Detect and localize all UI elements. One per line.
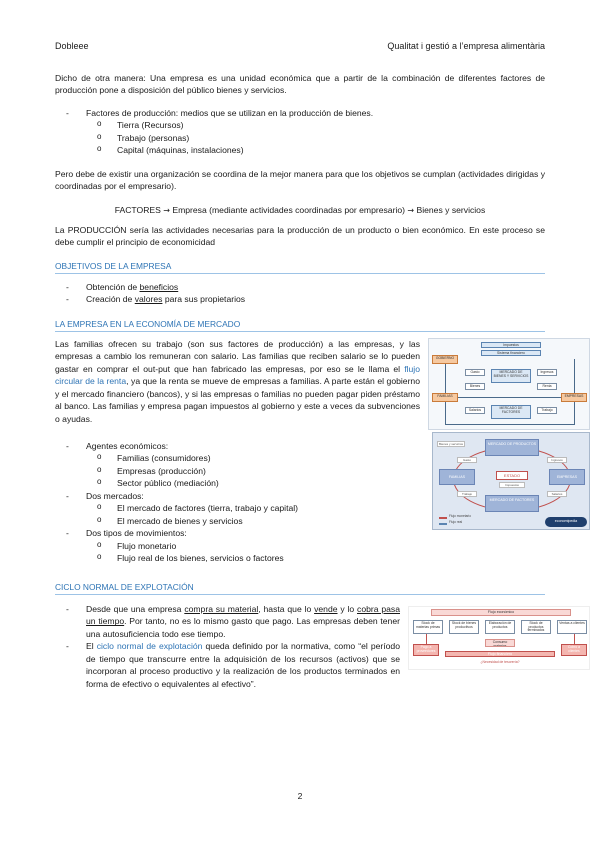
fig1-connector xyxy=(574,402,575,424)
fig3-step: Stock de productos terminados xyxy=(521,620,551,634)
fig3-flujo-financiero: Flujo financiero xyxy=(445,651,555,657)
formula-bienes: Bienes y servicios xyxy=(416,205,486,215)
header-left: Dobleee xyxy=(55,41,89,51)
fig3-consumo: Consumo materias xyxy=(485,639,515,647)
arrow-icon: → xyxy=(163,206,170,215)
ciclo-1-text: , hasta que lo xyxy=(258,604,315,614)
produccion-lead: La PRODUCCIÓN xyxy=(55,225,127,235)
ciclo-diagram xyxy=(408,606,590,670)
objetivo-1-pre: Obtención de xyxy=(86,282,140,292)
formula-factores: FACTORES xyxy=(114,205,161,215)
agente-empresas: o Empresas (producción) xyxy=(55,465,425,477)
fig1-connector xyxy=(445,424,575,425)
fig1-impuestos: Impuestos xyxy=(481,342,541,348)
fig1-empresas: EMPRESAS xyxy=(561,393,587,402)
tipos-item: - Dos tipos de movimientos: xyxy=(55,527,425,539)
fig2-legend-swatch xyxy=(439,523,447,525)
fig1-ingresos: Ingresos xyxy=(537,369,557,376)
estado-diagram xyxy=(432,432,590,530)
mercado-lists xyxy=(55,440,425,565)
fig1-mercado-factores: MERCADO DE FACTORES xyxy=(491,405,531,419)
fig1-connector xyxy=(574,359,575,393)
fig3-step: Ventas a clientes xyxy=(557,620,587,634)
fig2-label: Impuestos xyxy=(499,482,525,488)
mercado-factores: o El mercado de factores (tierra, trabajo y capital) xyxy=(55,502,425,514)
fig3-connector xyxy=(574,634,575,644)
section-title-objetivos: OBJETIVOS DE LA EMPRESA xyxy=(55,260,545,274)
fig3-step: Stock de materias primas xyxy=(413,620,443,634)
fig3-question: ¿Necesidad de tesorería? xyxy=(480,660,520,664)
fig1-mercado-bienes: MERCADO DE BIENES Y SERVICIOS xyxy=(491,369,531,383)
factor-tierra: o Tierra (Recursos) xyxy=(55,119,545,131)
fig2-legend-real: Flujo real xyxy=(449,520,463,524)
flujo-monetario: o Flujo monetario xyxy=(55,540,425,552)
fig2-familias: FAMILIAS xyxy=(439,469,475,485)
fig1-connector xyxy=(458,397,561,398)
produccion-text: sería las actividades necesarias para la producción de un producto o bien económico. En este proceso se debe cumplir el principio de economicidad xyxy=(55,225,545,248)
organization-paragraph: Pero debe de existir una organización se coordina de la mejor manera para que los objetivos se cumplan (actividades dirigidas y coordinadas por el empresario). xyxy=(55,169,545,192)
fig2-label: Gasto xyxy=(457,457,477,463)
ciclo-1-text: . Por tanto, no es lo mismo gasto que pago. Las empresas deben tener una autosuficiencia todo ese tiempo. xyxy=(86,616,400,639)
fig3-pago: Pago a proveedores xyxy=(413,644,439,656)
factores-list xyxy=(55,107,545,157)
objetivo-2-post: para sus propietarios xyxy=(162,294,246,305)
mercado-text-2: , ya que la renta se mueve de empresas a familias. A parte están el gobierno y el mercado financiero (bancos), y si las empresas o familias no pueden pagar piden préstamo al banco. Las familias y empresa pagan impuestos al gobierno y este a veces da subvenciones o ayudas. xyxy=(55,376,420,424)
header-right: Qualitat i gestió a l’empresa alimentària xyxy=(387,41,545,51)
ciclo-normal-link: ciclo normal de explotación xyxy=(96,641,203,652)
economipedia-logo: economipedia xyxy=(545,517,587,527)
objetivo-1-underlined: beneficios xyxy=(139,282,179,292)
flujo-real: o Flujo real de los bienes, servicios o factores xyxy=(55,552,425,564)
fig2-label: Trabajo xyxy=(457,491,477,497)
fig3-flujo-economico: Flujo económico xyxy=(431,609,571,616)
fig2-mercado-factores: MERCADO DE FACTORES xyxy=(485,495,539,512)
flujo-circular-link: flujo circular de la renta xyxy=(55,363,420,387)
ciclo-1-vende: vende xyxy=(314,604,338,614)
arrow-icon: → xyxy=(407,206,415,215)
ciclo-1-text: Desde que una empresa xyxy=(86,604,185,614)
formula-empresa: Empresa (mediante actividades coordinadas por empresario) xyxy=(172,205,405,215)
fig3-cobro: Cobro a clientes xyxy=(561,644,587,656)
ciclo-item-2 xyxy=(55,640,400,690)
fig2-legend-swatch xyxy=(439,517,447,519)
fig1-renta: Renta xyxy=(537,383,557,390)
fig1-salarios: Salarios xyxy=(465,407,485,414)
fig2-legend-monetario: Flujo monetario xyxy=(449,514,471,518)
objetivo-beneficios xyxy=(55,281,545,293)
fig3-connector xyxy=(426,634,427,644)
mercados-item: - Dos mercados: xyxy=(55,490,425,502)
objetivos-list xyxy=(55,281,545,306)
ciclo-list xyxy=(55,603,400,690)
page-number: 2 xyxy=(297,791,303,801)
fig1-gobierno: GOBIERNO xyxy=(432,355,458,364)
factor-trabajo: o Trabajo (personas) xyxy=(55,132,545,144)
mercado-text-1: Las familias ofrecen su trabajo (son sus factores de producción) a las empresas, y las empresas a cambio los remuneran con salario. Las familias que reciben salario se lo pueden gastar en comprar el out-put que han fabricado las empresas, por eso se le llama el xyxy=(55,339,420,374)
ciclo-1-compra: compra su material xyxy=(184,604,259,614)
section-title-ciclo: CICLO NORMAL DE EXPLOTACIÓN xyxy=(55,581,545,595)
section-title-mercado: LA EMPRESA EN LA ECONOMÍA DE MERCADO xyxy=(55,318,545,332)
mercado-paragraph xyxy=(55,338,420,425)
ciclo-item-1 xyxy=(55,603,400,640)
intro-paragraph: Dicho de otra manera: Una empresa es una unidad económica que a partir de la combinación de diferentes factores de producción pone a disposición del público bienes y servicios. xyxy=(55,73,545,96)
factores-formula xyxy=(55,204,545,217)
factores-item: - Factores de producción: medios que se utilizan en la producción de bienes. xyxy=(55,107,545,119)
flujo-circular-diagram xyxy=(428,338,590,430)
fig1-connector xyxy=(445,364,446,393)
agente-familias: o Familias (consumidores) xyxy=(55,452,425,464)
fig3-step: Elaboración de productos xyxy=(485,620,515,634)
fig2-empresas: EMPRESAS xyxy=(549,469,585,485)
agentes-item: - Agentes económicos: xyxy=(55,440,425,452)
fig1-sistema-financiero: Sistema financiero xyxy=(481,350,541,356)
objetivo-2-pre: Creación de xyxy=(86,294,135,305)
mercado-bienes: o El mercado de bienes y servicios xyxy=(55,515,425,527)
fig1-familias: FAMILIAS xyxy=(432,393,458,402)
ciclo-1-cobra: cobra pasa un tiempo xyxy=(86,604,400,627)
fig3-step: Stock de bienes productivos xyxy=(449,620,479,634)
objetivo-2-underlined: valores xyxy=(134,294,163,305)
fig1-gasto: Gasto xyxy=(465,369,485,376)
factor-capital: o Capital (máquinas, instalaciones) xyxy=(55,144,545,156)
fig2-estado: ESTADO xyxy=(496,471,528,480)
ciclo-2-text: El xyxy=(86,641,97,652)
fig2-mercado-productos: MERCADO DE PRODUCTOS xyxy=(485,439,539,456)
ciclo-1-text: y lo xyxy=(337,604,358,614)
fig1-bienes: Bienes xyxy=(465,383,485,390)
fig2-label: Bienes y servicios xyxy=(438,442,463,446)
produccion-paragraph xyxy=(55,224,545,249)
agente-sector-publico: o Sector público (mediación) xyxy=(55,477,425,489)
fig1-trabajo: Trabajo xyxy=(537,407,557,414)
fig2-label: Salarios xyxy=(547,491,567,497)
fig1-connector xyxy=(445,402,446,424)
ciclo-2-text: queda definido por la normativa, como “el período de tiempo que transcurre entre la adquisición de los recursos (activos) que se incorporan al proceso productivo y la realización de los productos terminados en forma de efectivo o equivalentes al efectivo”. xyxy=(86,641,400,689)
fig2-label: Ingresos xyxy=(547,457,567,463)
objetivo-valores xyxy=(55,293,545,305)
